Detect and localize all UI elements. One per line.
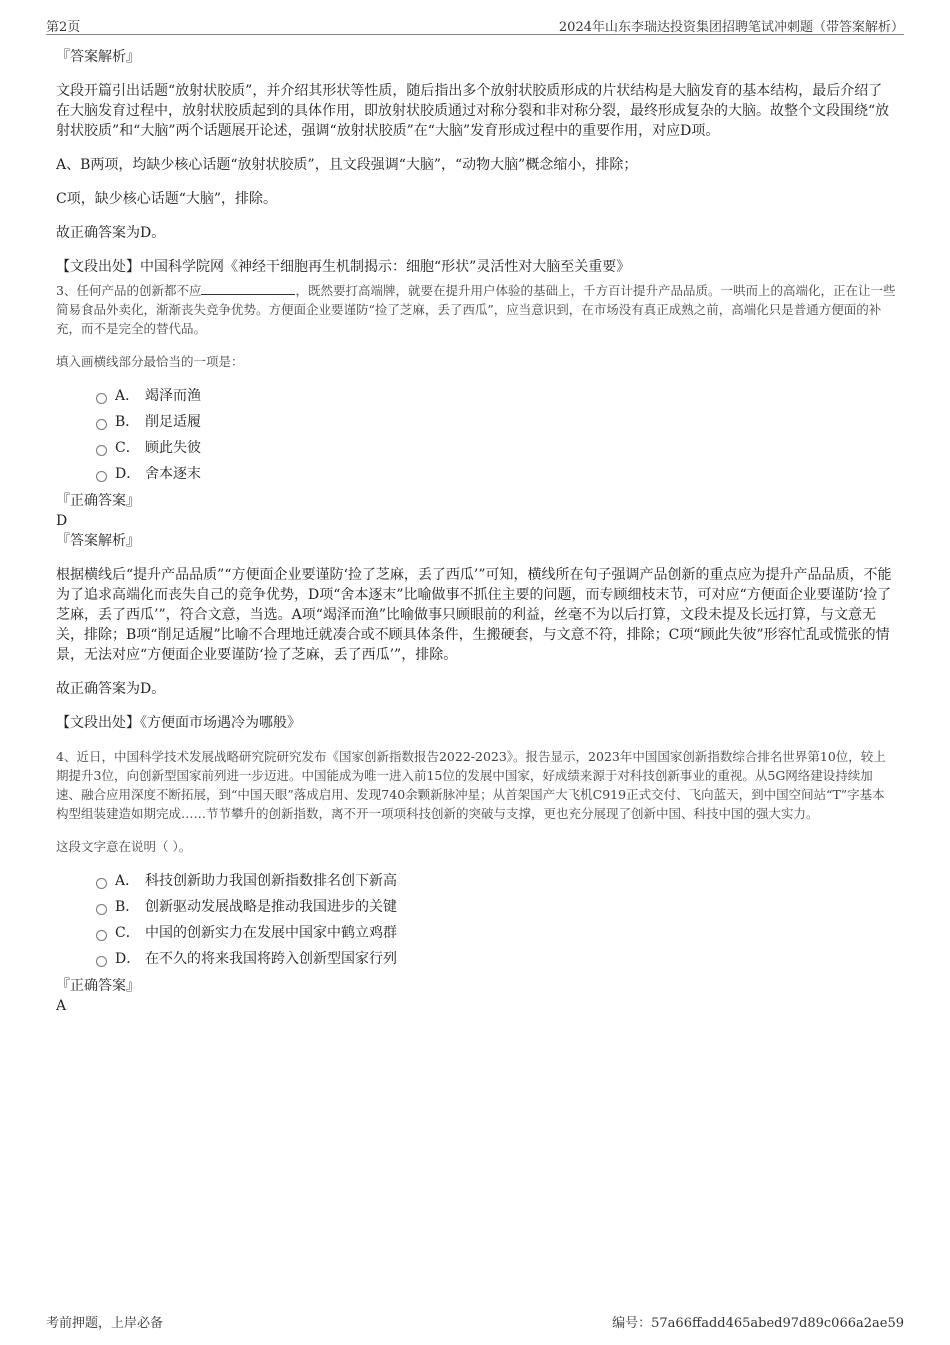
q4-stem: 4、近日，中国科学技术发展战略研究院研究发布《国家创新指数报告2022-2023》。报告显示，2023年中国国家创新指数综合排名世界第10位，较上期提升3位，向创新型国家前列进一步迈进。中国能成为唯一进入前15位的发展中国家，好成绩来源于对科技创新事业的重视。从5G网络建设持续加速、融合应用深度不断拓展，到“中国天眼”落成启用、发现740余颗新脉冲星；从首架国产大飞机C919正式交付、飞向蓝天，到中国空间站“T”字基本构型组装建造如期完成……节节攀升的创新指数，离不开一项项科技创新的突破与支撑，更也充分展现了创新中国、科技中国的强大实力。 — [56, 749, 886, 821]
radio-icon[interactable] — [96, 445, 107, 456]
q3-option-d[interactable]: D． 舍本逐末 — [96, 461, 896, 487]
q3-analysis-tag: 『答案解析』 — [56, 533, 140, 549]
radio-icon[interactable] — [96, 930, 107, 941]
answer-blank — [201, 282, 295, 295]
q4-option-c[interactable]: C． 中国的创新实力在发展中国家中鹤立鸡群 — [96, 920, 896, 946]
q3-option-c[interactable]: C． 顾此失彼 — [96, 435, 896, 461]
radio-icon[interactable] — [96, 904, 107, 915]
q3-source: 【文段出处】《方便面市场遇冷为哪般》 — [56, 715, 301, 731]
q3-options — [96, 383, 896, 487]
page-header — [46, 14, 904, 35]
q3-option-b[interactable]: B． 削足适履 — [96, 409, 896, 435]
q2-conclusion: 故正确答案为D。 — [56, 225, 166, 241]
q3-analysis: 根据横线后“提升产品品质”“方便面企业要谨防‘捡了芝麻，丢了西瓜’”可知，横线所在句子强调产品创新的重点应为提升产品品质，不能为了追求高端化而丧失自己的竞争优势，D项“舍本逐末”比喻做事不抓住主要的问题，而专顾细枝末节，可对应“方便面企业要谨防‘捡了芝麻，丢了西瓜’”，符合文意，当选。A项“竭泽而渔”比喻做事只顾眼前的利益，丝毫不为以后打算，文段未提及长远打算，与文意无关，排除；B项“削足适履”比喻不合理地迁就凑合或不顾具体条件，生搬硬套，与文意不符，排除；C项“顾此失彼”形容忙乱或慌张的情景，无法对应“方便面企业要谨防‘捡了芝麻，丢了西瓜’”，排除。 — [56, 567, 892, 663]
page-content — [56, 44, 896, 1016]
document-title: 2024年山东李瑞达投资集团招聘笔试冲刺题（带答案解析） — [558, 20, 904, 35]
q4-answer-tag: 『正确答案』 — [56, 978, 140, 994]
q2-source: 【文段出处】中国科学院网《神经干细胞再生机制揭示：细胞“形状”灵活性对大脑至关重要》 — [56, 259, 631, 275]
footer-slogan: 考前押题，上岸必备 — [46, 1316, 164, 1331]
radio-icon[interactable] — [96, 471, 107, 482]
radio-icon[interactable] — [96, 878, 107, 889]
q2-analysis-p1: 文段开篇引出话题“放射状胶质”，并介绍其形状等性质，随后指出多个放射状胶质形成的片状结构是大脑发育的基本结构，最后介绍了在大脑发育过程中，放射状胶质起到的具体作用，即放射状胶质通过对称分裂和非对称分裂，最终形成复杂的大脑。故整个文段围绕“放射状胶质”和“大脑”两个话题展开论述，强调“放射状胶质”在“大脑”发育形成过程中的重要作用，对应D项。 — [56, 83, 890, 139]
q4-answer: A — [56, 998, 67, 1014]
page-number: 第2页 — [46, 20, 81, 35]
q4-option-b[interactable]: B． 创新驱动发展战略是推动我国进步的关键 — [96, 894, 896, 920]
q3-prompt: 填入画横线部分最恰当的一项是： — [56, 354, 244, 369]
q2-analysis-p3: C项，缺少核心话题“大脑”，排除。 — [56, 191, 278, 207]
radio-icon[interactable] — [96, 956, 107, 967]
q3-option-a[interactable]: A． 竭泽而渔 — [96, 383, 896, 409]
q4-option-d[interactable]: D． 在不久的将来我国将跨入创新型国家行列 — [96, 946, 896, 972]
document-id: 编号：57a66ffadd465abed97d89c066a2ae59 — [612, 1316, 904, 1331]
q3-stem — [56, 281, 896, 338]
q2-analysis-p2: A、B两项，均缺少核心话题“放射状胶质”，且文段强调“大脑”，“动物大脑”概念缩小，排除； — [56, 157, 638, 173]
q3-stem-after: ，既然要打高端牌，就要在提升用户体验的基础上，千方百计提升产品品质。一哄而上的高端化，正在让一些简易食品外卖化，渐渐丧失竞争优势。方便面企业要谨防“捡了芝麻，丢了西瓜”，应当意识到，在市场没有真正成熟之前，高端化只是普通方便面的补充，而不是完全的替代品。 — [56, 283, 896, 336]
q4-options — [96, 868, 896, 972]
q3-conclusion: 故正确答案为D。 — [56, 681, 166, 697]
q2-analysis-tag: 『答案解析』 — [56, 49, 140, 65]
q4-option-a[interactable]: A． 科技创新助力我国创新指数排名创下新高 — [96, 868, 896, 894]
q3-stem-before: 3、任何产品的创新都不应 — [56, 283, 202, 298]
q4-prompt: 这段文字意在说明（ ）。 — [56, 839, 192, 854]
page-footer — [46, 1312, 904, 1332]
radio-icon[interactable] — [96, 419, 107, 430]
q3-answer: D — [56, 513, 68, 529]
radio-icon[interactable] — [96, 393, 107, 404]
q3-answer-tag: 『正确答案』 — [56, 493, 140, 509]
